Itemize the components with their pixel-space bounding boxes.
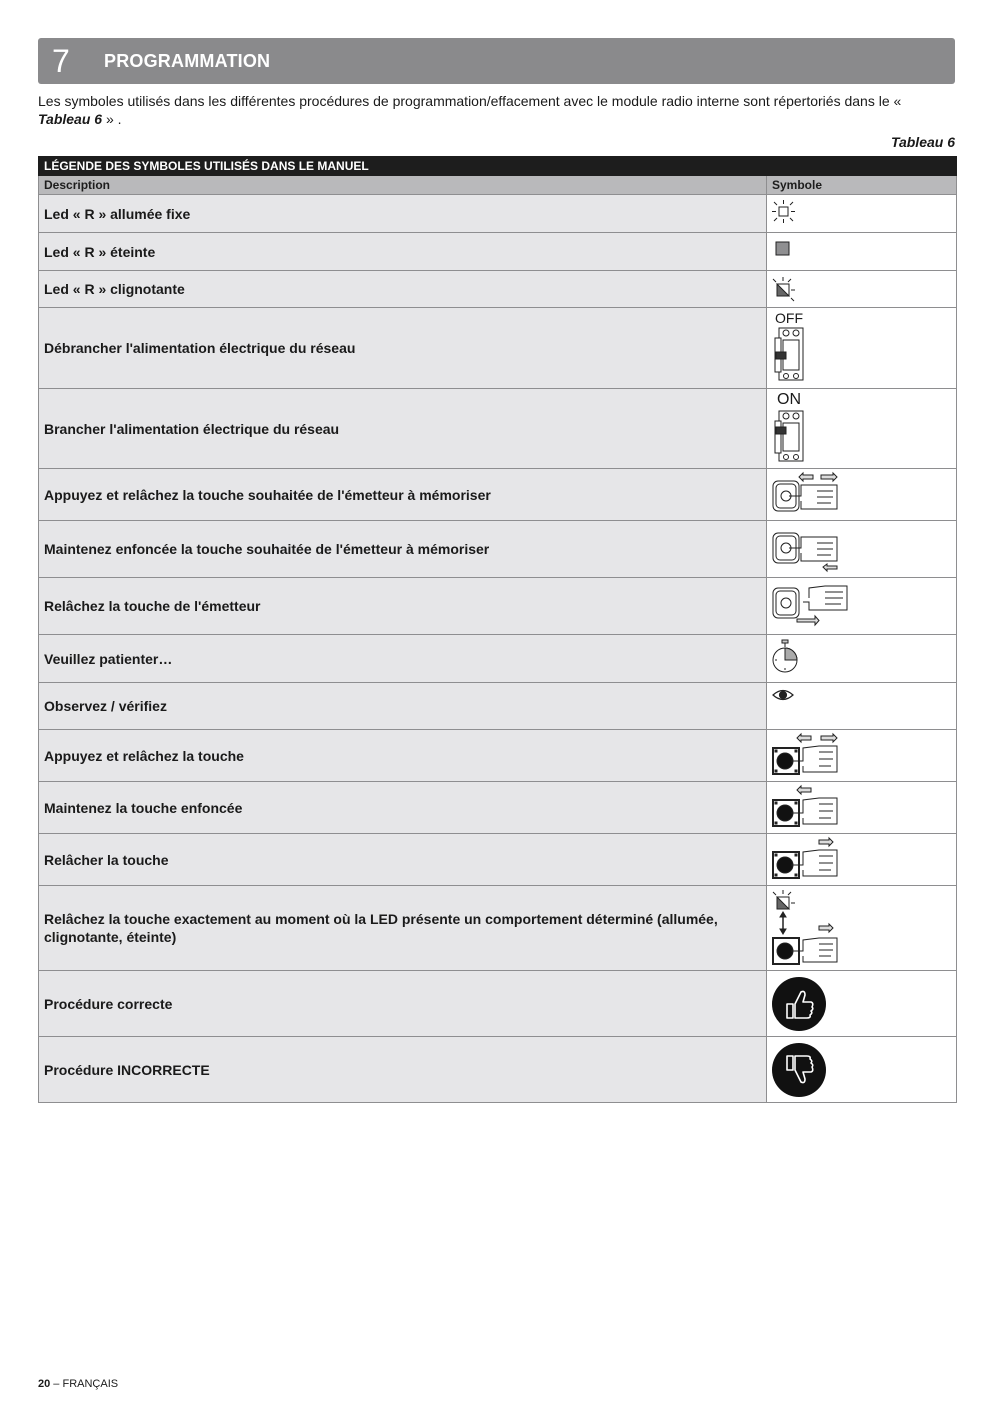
led-blink-icon xyxy=(771,275,799,303)
table-row xyxy=(39,233,957,271)
row-description: Led « R » éteinte xyxy=(39,233,767,271)
eye-icon xyxy=(771,687,795,703)
stopwatch-icon xyxy=(771,639,801,675)
section-header xyxy=(38,38,955,84)
table-row xyxy=(39,195,957,233)
table-row xyxy=(39,886,957,971)
intro-text: Les symboles utilisés dans les différentes procédures de programmation/effacement avec le module radio interne sont répertoriés dans le « xyxy=(38,93,902,109)
table-row xyxy=(39,271,957,308)
table-row xyxy=(39,578,957,635)
table-row xyxy=(39,782,957,834)
table-row xyxy=(39,389,957,469)
footer-language: – FRANÇAIS xyxy=(50,1378,119,1390)
led-off-icon xyxy=(771,237,797,263)
row-description: Procédure correcte xyxy=(39,971,767,1037)
row-description: Relâcher la touche xyxy=(39,834,767,886)
button-press-release-icon xyxy=(771,732,843,778)
row-description: Led « R » allumée fixe xyxy=(39,195,767,233)
row-description: Maintenez la touche enfoncée xyxy=(39,782,767,834)
button-hold-icon xyxy=(771,784,843,830)
breaker-on-icon xyxy=(771,391,811,465)
page-footer xyxy=(38,1378,118,1390)
row-description: Appuyez et relâchez la touche souhaitée de l'émetteur à mémoriser xyxy=(39,469,767,521)
row-description: Maintenez enfoncée la touche souhaitée de l'émetteur à mémoriser xyxy=(39,521,767,578)
breaker-off-icon xyxy=(771,310,811,384)
row-description: Relâchez la touche exactement au moment où la LED présente un comportement déterminé (allumée, clignotante, éteinte) xyxy=(39,886,767,971)
row-description: Relâchez la touche de l'émetteur xyxy=(39,578,767,635)
row-description: Appuyez et relâchez la touche xyxy=(39,730,767,782)
thumbs-up-icon xyxy=(771,976,827,1032)
row-description: Led « R » clignotante xyxy=(39,271,767,308)
table-row xyxy=(39,469,957,521)
row-description: Débrancher l'alimentation électrique du réseau xyxy=(39,308,767,389)
row-description: Procédure INCORRECTE xyxy=(39,1037,767,1103)
breaker-off-label: OFF xyxy=(775,310,803,326)
thumbs-down-icon xyxy=(771,1042,827,1098)
table-title: LÉGENDE DES SYMBOLES UTILISÉS DANS LE MANUEL xyxy=(39,157,957,176)
remote-release-icon xyxy=(771,582,851,630)
intro-table-ref: Tableau 6 xyxy=(38,111,103,127)
table-row xyxy=(39,308,957,389)
table-row xyxy=(39,1037,957,1103)
button-release-icon xyxy=(771,836,843,882)
row-description: Observez / vérifiez xyxy=(39,683,767,730)
table-row xyxy=(39,521,957,578)
table-row xyxy=(39,971,957,1037)
led-on-icon xyxy=(771,199,797,225)
table-row xyxy=(39,635,957,683)
row-description: Veuillez patienter… xyxy=(39,635,767,683)
row-description: Brancher l'alimentation électrique du réseau xyxy=(39,389,767,469)
intro-tail: » . xyxy=(102,111,122,127)
table-row xyxy=(39,730,957,782)
column-header-description: Description xyxy=(39,176,767,195)
section-number: 7 xyxy=(52,43,70,79)
table-row xyxy=(39,834,957,886)
symbol-legend-table xyxy=(38,156,957,1103)
page-number: 20 xyxy=(38,1378,51,1390)
column-header-symbol: Symbole xyxy=(767,176,957,195)
table-caption: Tableau 6 xyxy=(890,134,955,150)
release-on-led-icon xyxy=(771,888,843,968)
table-row xyxy=(39,683,957,730)
section-title: PROGRAMMATION xyxy=(104,50,271,71)
remote-hold-icon xyxy=(771,527,843,573)
remote-press-release-icon xyxy=(771,471,843,517)
intro-paragraph xyxy=(38,92,955,128)
breaker-on-label: ON xyxy=(777,391,801,408)
